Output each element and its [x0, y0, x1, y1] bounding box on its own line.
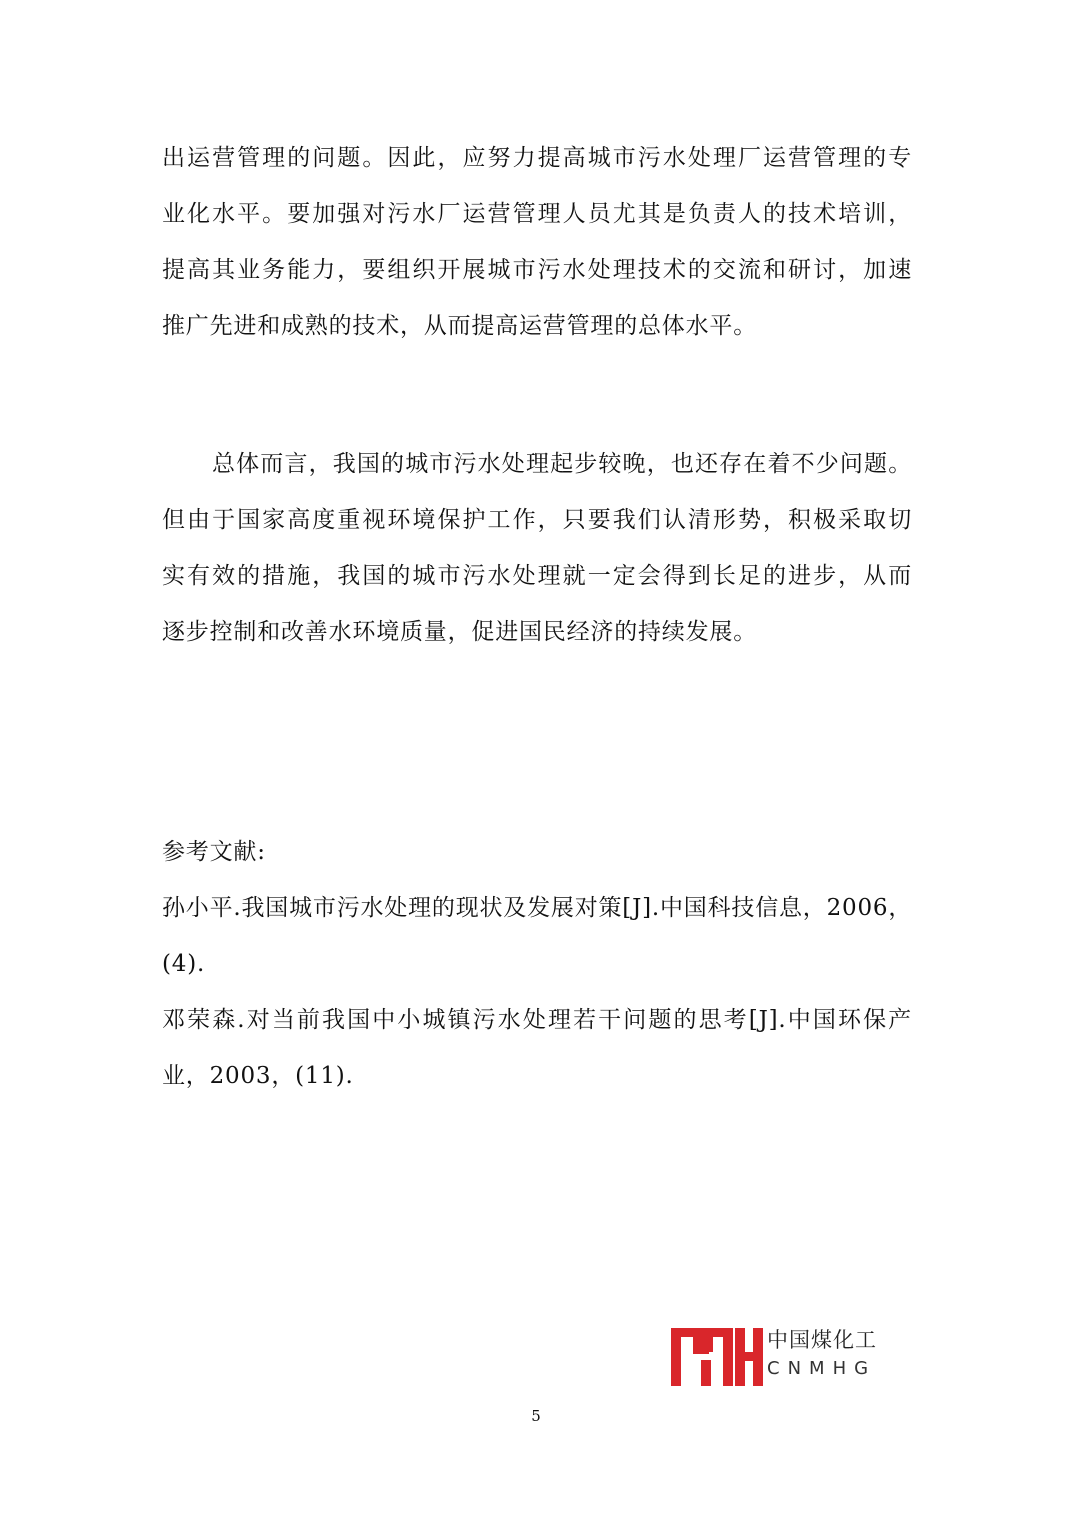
paragraph-line: 逐步控制和改善水环境质量，促进国民经济的持续发展。 — [162, 619, 757, 645]
references-heading: 参考文献: — [162, 839, 266, 865]
logo-name-cn: 中国煤化工 — [767, 1328, 877, 1352]
reference-item-1-line-2: (4). — [162, 951, 206, 977]
paragraph-line: 出运营管理的问题。因此，应努力提高城市污水处理厂运营管理的专 — [162, 145, 912, 171]
logo-wordmark — [767, 1326, 887, 1384]
references-section — [162, 824, 912, 1104]
paragraph-line: 但由于国家高度重视环境保护工作，只要我们认清形势，积极采取切 — [162, 507, 912, 533]
reference-item-1-line-1: 孙小平.我国城市污水处理的现状及发展对策[J].中国科技信息，2006， — [162, 895, 913, 921]
paragraph-line: 实有效的措施，我国的城市污水处理就一定会得到长足的进步，从而 — [162, 563, 912, 589]
reference-item-2-line-1: 邓荣森.对当前我国中小城镇污水处理若干问题的思考[J].中国环保产 — [162, 1007, 912, 1033]
reference-item-2-line-2: 业，2003，(11). — [162, 1063, 354, 1089]
paragraph-line: 总体而言，我国的城市污水处理起步较晚，也还存在着不少问题。 — [212, 451, 912, 477]
paragraph-line: 推广先进和成熟的技术，从而提高运营管理的总体水平。 — [162, 313, 757, 339]
paragraph-line: 提高其业务能力，要组织开展城市污水处理技术的交流和研讨，加速 — [162, 257, 912, 283]
body-paragraph-1 — [162, 130, 912, 354]
logo-name-en: CNMHG — [767, 1358, 877, 1379]
page-number: 5 — [531, 1407, 541, 1425]
paragraph-line: 业化水平。要加强对污水厂运营管理人员尤其是负责人的技术培训， — [162, 201, 912, 227]
body-paragraph-2 — [162, 436, 912, 660]
